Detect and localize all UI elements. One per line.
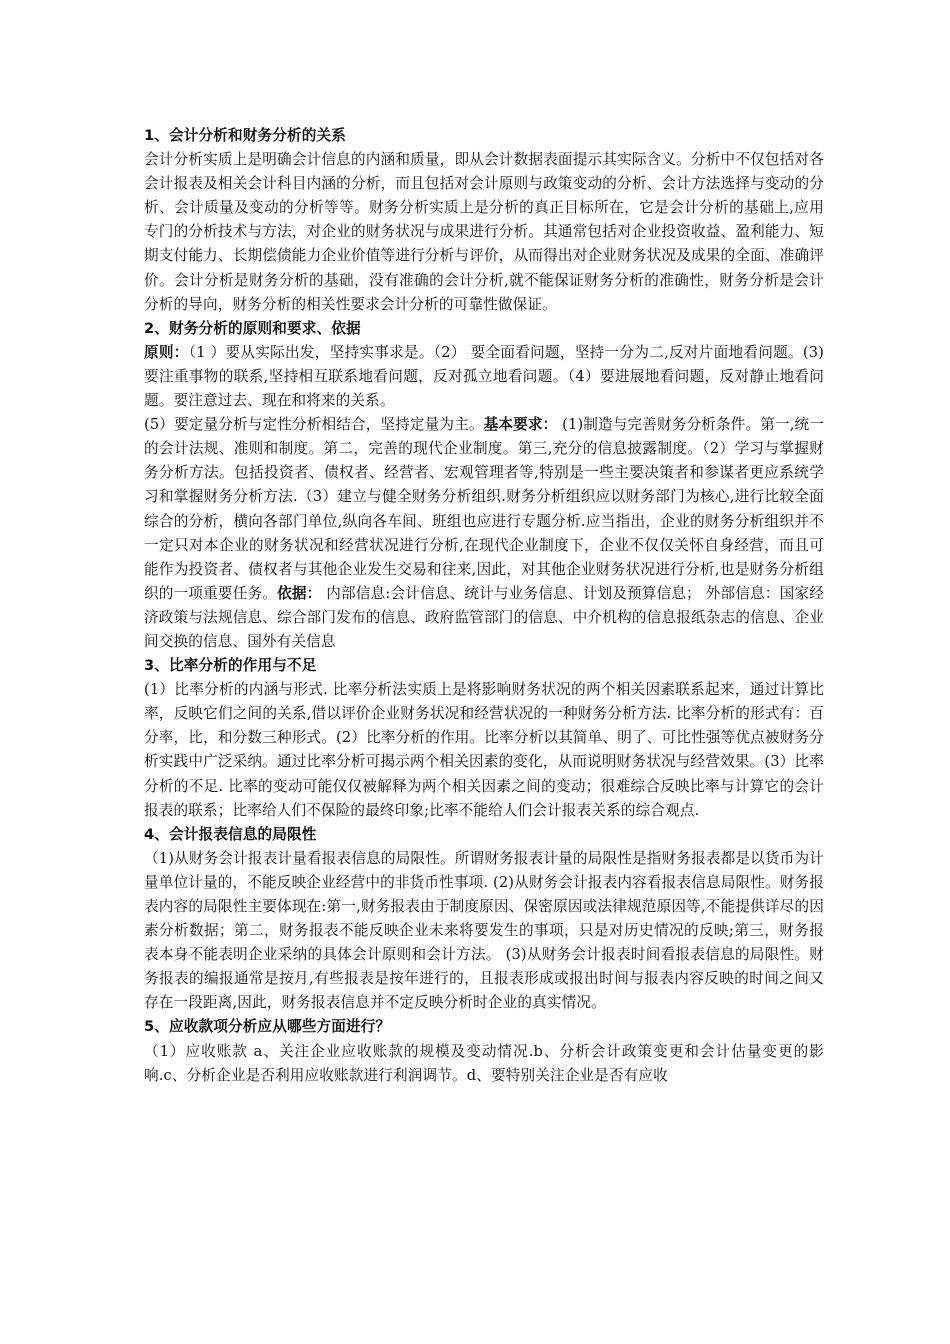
section-3-paragraph: (1）比率分析的内涵与形式. 比率分析法实质上是将影响财务状况的两个相关因素联系起来，通过计算比率，反映它们之间的关系,借以评价企业财务状况和经营状况的一种财务分析方法. 比率分析的形式有：百分率，比，和分数三种形式。(2）比率分析的作用。比率分析以其简单、明了、可比性强等优点被财务分析实践中广泛采纳。通过比率分析可揭示两个相关因素的变化，从而说明财务状况与经营效果。(3）比率分析的不足. 比率的变动可能仅仅被解释为两个相关因素之间的变动；很难综合反映比率与计算它的会计报表的联系；比率给人们不保险的最终印象;比率不能给人们会计报表关系的综合观点. bbox=[144, 681, 824, 819]
section-3-heading: 3、比率分析的作用与不足 bbox=[144, 657, 317, 675]
section-4-heading: 4、会计报表信息的局限性 bbox=[144, 825, 317, 843]
requirement-text: (1)制造与完善财务分析条件。第一,统一的会计法规、准则和制度。第二，完善的现代企业制度。第三,充分的信息披露制度。（2）学习与掌握财务分析方法。包括投资者、债权者、经营者、宏观管理者等,特别是一些主要决策者和参谋者更应系统学习和掌握财务分析方法.（3）建立与健全财务分析组织.财务分析组织应以财务部门为核心,进行比较全面综合的分析，横向各部门单位,纵向各车间、班组也应进行专题分析.应当指出，企业的财务分析组织并不一定只对本企业的财务状况和经营状况进行分析,在现代企业制度下，企业不仅仅关怀自身经营，而且可能作为投资者、债权者与其他企业发生交易和往来,因此，对其他企业财务状况进行分析,也是财务分析组织的一项重要任务。 bbox=[144, 416, 824, 602]
section-1-paragraph: 会计分析实质上是明确会计信息的内涵和质量，即从会计数据表面提示其实际含义。分析中不仅包括对各会计报表及相关会计科目内涵的分析，而且包括对会计原则与政策变动的分析、会计方法选择与变动的分析、会计质量及变动的分析等等。财务分析实质上是分析的真正目标所在，它是会计分析的基础上,应用专门的分析技术与方法，对企业的财务状况与成果进行分析。其通常包括对企业投资收益、盈利能力、短期支付能力、长期偿债能力企业价值等进行分析与评价，从而得出对企业财务状况及成果的全面、准确评价。会计分析是财务分析的基础，没有准确的会计分析,就不能保证财务分析的准确性，财务分析是会计分析的导向，财务分析的相关性要求会计分析的可靠性做保证。 bbox=[144, 151, 824, 313]
principle-label: 原则： bbox=[144, 343, 189, 361]
section-5-paragraph: （1）应收账款 a、关注企业应收账款的规模及变动情况.b、分析会计政策变更和会计估量变更的影响.c、分析企业是否利用应收账款进行利润调节。d、要特别关注企业是否有应收 bbox=[144, 1042, 824, 1084]
document-page bbox=[144, 124, 839, 1088]
principle-text: （1 ）要从实际出发，坚持实事求是。（2） 要全面看问题，坚持一分为二,反对片面地看问题。(3) 要注重事物的联系,坚持相互联系地看问题，反对孤立地看问题。（4）要进展地看问题，反对静止地看问题。要注意过去、现在和将来的关系。 bbox=[144, 343, 839, 410]
section-4-paragraph: （1)从财务会计报表计量看报表信息的局限性。所谓财务报表计量的局限性是指财务报表都是以货币为计量单位计量的，不能反映企业经营中的非货币性事项. (2)从财务会计报表内容看报表信息局限性。财务报表内容的局限性主要体现在:第一,财务报表由于制度原因、保密原因或法律规范原因等,不能提供详尽的因素分析数据；第二，财务报表不能反映企业未来将要发生的事项，只是对历史情况的反映;第三，财务报表本身不能表明企业采纳的具体会计原则和会计方法。 (3)从财务会计报表时间看报表信息的局限性。财务报表的编报通常是按月,有些报表是按年进行的，且报表形成或报出时间与报表内容反映的时间之间又存在一段距离,因此，财务报表信息并不定反映分析时企业的真实情况。 bbox=[144, 849, 824, 1012]
basis-label: 依据： bbox=[277, 584, 322, 602]
basis-text: 内部信息:会计信息、统计与业务信息、计划及预算信息； 外部信息：国家经济政策与法规信息、综合部门发布的信息、政府监管部门的信息、中介机构的信息报纸杂志的信息、企业间交换的信息、国外有关信息 bbox=[144, 584, 824, 650]
section-2-requirements-paragraph bbox=[144, 413, 824, 654]
section-2-heading: 2、财务分析的原则和要求、依据 bbox=[144, 319, 361, 337]
section-1-heading: 1、会计分析和财务分析的关系 bbox=[144, 127, 346, 144]
section-2-principles-paragraph bbox=[144, 341, 839, 413]
principle-5-text: (5）要定量分析与定性分析相结合，坚持定量为主。 bbox=[144, 416, 484, 434]
requirement-label: 基本要求： bbox=[483, 416, 558, 434]
section-5-heading: 5、应收款项分析应从哪些方面进行？ bbox=[144, 1018, 391, 1036]
